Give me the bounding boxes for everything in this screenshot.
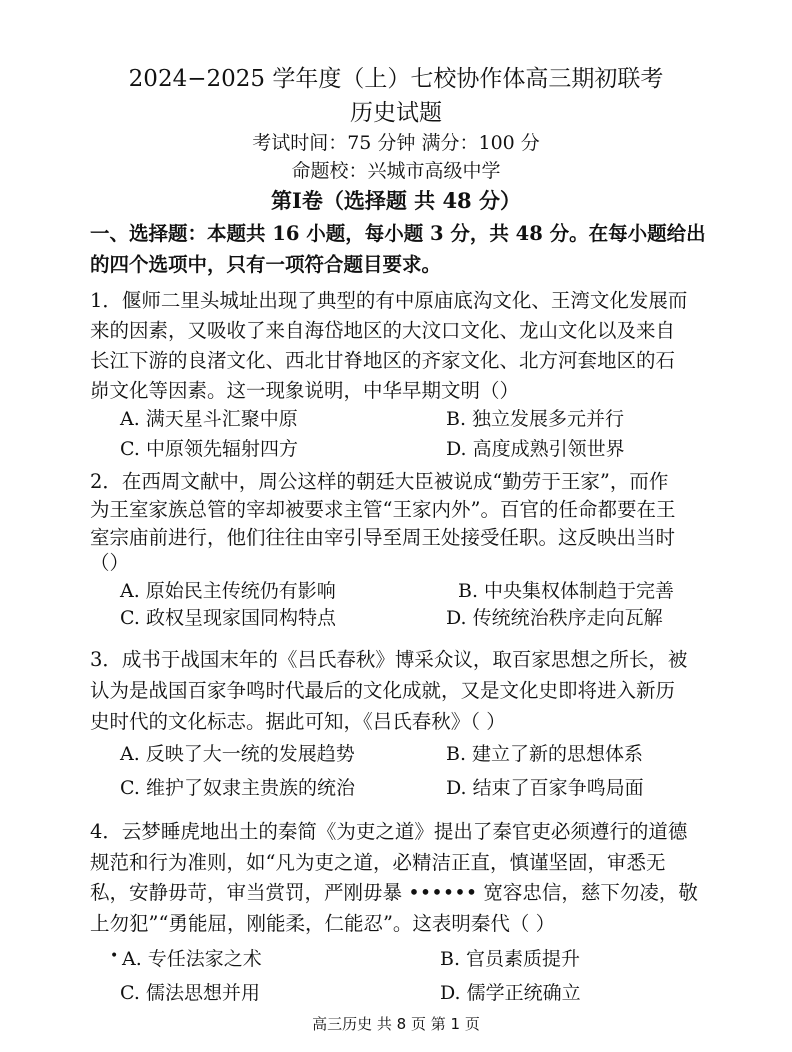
option-a: A. 专任法家之术	[122, 948, 262, 970]
instruction-line: 的四个选项中，只有一项符合题目要求。	[90, 253, 442, 276]
page-footer: 高三历史 共 8 页 第 1 页	[312, 1015, 480, 1033]
question-text: （）	[90, 551, 130, 574]
question-text: 2．在西周文献中，周公这样的朝廷大臣被说成“勤劳于王家”，而作	[90, 470, 669, 493]
question-text: 规范和行为准则，如“凡为吏之道，必精洁正直，慎谨坚固，审悉无	[90, 851, 666, 874]
option-a: A. 原始民主传统仍有影响	[120, 580, 336, 602]
question-text: 认为是战国百家争鸣时代最后的文化成就，又是文化史即将进入新历	[90, 679, 676, 702]
subject-title: 历史试题	[350, 100, 442, 126]
bullet-icon: •	[110, 948, 119, 964]
question-text: 私，安静毋苛，审当赏罚，严刚毋暴 •••••• 宽容忠信，慈下勿凌，敬	[90, 881, 698, 904]
option-d: D. 高度成熟引领世界	[446, 438, 625, 460]
section-title: 第Ⅰ卷（选择题 共 48 分）	[271, 188, 521, 213]
option-c: C. 维护了奴隶主贵族的统治	[120, 777, 355, 799]
question-text: 1．偃师二里头城址出现了典型的有中原庙底沟文化、王湾文化发展而	[90, 289, 688, 312]
question-text: 来的因素，又吸收了来自海岱地区的大汶口文化、龙山文化以及来自	[90, 319, 676, 342]
option-c: C. 儒法思想并用	[120, 982, 260, 1004]
option-b: B. 官员素质提升	[440, 948, 581, 970]
school-info: 命题校：兴城市高级中学	[291, 160, 501, 182]
question-text: 3．成书于战国末年的《吕氏春秋》博采众议，取百家思想之所长，被	[90, 648, 688, 671]
option-c: C. 政权呈现家国同构特点	[120, 607, 336, 629]
option-b: B. 独立发展多元并行	[446, 408, 625, 430]
exam-title: 2024−2025 学年度（上）七校协作体高三期初联考	[128, 66, 664, 92]
question-text: 为王室家族总管的宰却被要求主管“王家内外”。百官的任命都要在王	[90, 498, 676, 521]
option-d: D. 儒学正统确立	[440, 982, 581, 1004]
question-text: 上勿犯”“勇能屈，刚能柔，仁能忍”。这表明秦代（ ）	[90, 912, 556, 935]
question-text: 4．云梦睡虎地出土的秦简《为吏之道》提出了秦官吏必须遵行的道德	[90, 820, 688, 843]
option-b: B. 建立了新的思想体系	[446, 743, 644, 765]
question-text: 长江下游的良渚文化、西北甘脊地区的齐家文化、北方河套地区的石	[90, 349, 676, 372]
instruction-line: 一、选择题：本题共 16 小题，每小题 3 分，共 48 分。在每小题给出	[90, 222, 706, 245]
option-d: D. 传统统治秩序走向瓦解	[446, 607, 663, 629]
question-text: 室宗庙前进行，他们往往由宰引导至周王处接受任职。这反映出当时	[90, 526, 676, 549]
question-text: 峁文化等因素。这一现象说明，中华早期文明（）	[90, 379, 520, 402]
option-a: A. 反映了大一统的发展趋势	[120, 743, 355, 765]
option-d: D. 结束了百家争鸣局面	[446, 777, 644, 799]
exam-info: 考试时间：75 分钟 满分：100 分	[252, 132, 540, 154]
option-b: B. 中央集权体制趋于完善	[458, 580, 675, 602]
question-text: 史时代的文化标志。据此可知，《吕氏春秋》（ ）	[90, 710, 506, 733]
option-c: C. 中原领先辐射四方	[120, 438, 298, 460]
option-a: A. 满天星斗汇聚中原	[120, 408, 298, 430]
